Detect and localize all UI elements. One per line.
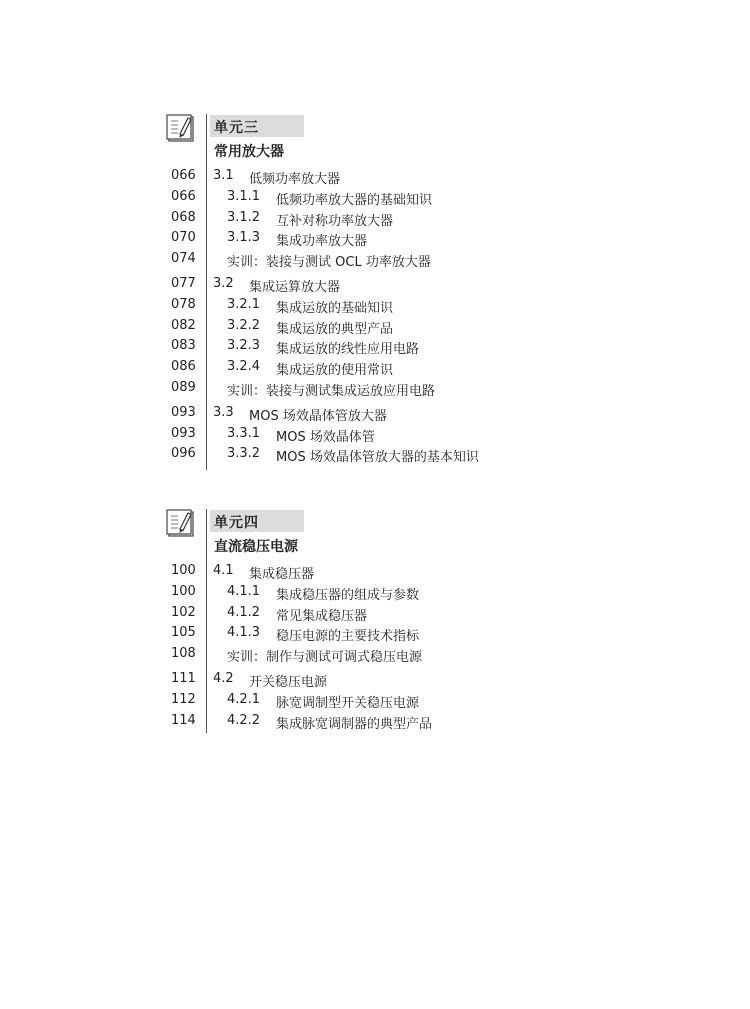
unit-title: 直流稳压电源 <box>214 539 298 555</box>
section-number: 3.3 <box>213 404 234 420</box>
page-number: 102 <box>171 604 196 620</box>
section-title: 实训：装接与测试集成运放应用电路 <box>227 384 436 399</box>
section-title: 集成运放的线性应用电路 <box>276 342 420 358</box>
page-number: 093 <box>171 404 196 420</box>
section-number: 3.3.1 <box>227 425 261 441</box>
page-number: 066 <box>171 168 196 183</box>
page-number: 070 <box>171 230 196 246</box>
section-title: 集成运算放大器 <box>249 280 341 295</box>
section-title: 实训：装接与测试 OCL 功率放大器 <box>227 255 431 271</box>
page-number: 096 <box>171 446 196 462</box>
section-title: 常见集成稳压器 <box>276 608 368 624</box>
page-number: 083 <box>171 338 196 354</box>
section-number: 3.1.3 <box>227 230 261 246</box>
section-title: 集成运放的基础知识 <box>276 300 394 316</box>
notepad-icon <box>166 114 198 144</box>
section-title: 集成稳压器的组成与参数 <box>276 587 420 603</box>
section-title: 脉宽调制型开关稳压电源 <box>276 695 420 711</box>
section-number: 4.2.2 <box>227 712 261 728</box>
page-number: 093 <box>171 425 196 441</box>
section-number: 3.1 <box>213 168 234 183</box>
section-number: 4.1 <box>213 563 234 578</box>
divider-line <box>206 114 207 470</box>
section-title: 集成功率放大器 <box>276 234 368 250</box>
section-number: 3.1.1 <box>227 188 261 204</box>
page-number: 089 <box>171 380 196 395</box>
page-number: 077 <box>171 276 196 291</box>
section-title: 集成脉宽调制器的典型产品 <box>276 716 433 732</box>
section-number: 4.1.3 <box>227 625 261 641</box>
notepad-icon <box>166 509 198 539</box>
unit-label: 单元三 <box>214 120 259 136</box>
section-title: 低频功率放大器的基础知识 <box>276 192 433 208</box>
section-title: 集成运放的典型产品 <box>276 321 394 337</box>
section-title: MOS 场效晶体管放大器的基本知识 <box>276 450 479 466</box>
section-number: 3.1.2 <box>227 209 261 225</box>
section-number: 3.3.2 <box>227 446 261 462</box>
page-number: 068 <box>171 209 196 225</box>
section-number: 3.2 <box>213 276 234 291</box>
section-number: 3.2.1 <box>227 296 261 312</box>
section-title: 互补对称功率放大器 <box>276 213 394 229</box>
section-number: 4.2 <box>213 671 234 686</box>
section-title: 集成稳压器 <box>249 567 315 582</box>
section-title: 实训：制作与测试可调式稳压电源 <box>227 650 423 666</box>
unit-label: 单元四 <box>214 515 259 531</box>
page-number: 114 <box>171 712 196 728</box>
page-number: 078 <box>171 296 196 312</box>
page-number: 100 <box>171 583 196 599</box>
section-title: 低频功率放大器 <box>249 172 341 187</box>
section-title: 开关稳压电源 <box>249 675 328 690</box>
page-number: 086 <box>171 359 196 375</box>
page-number: 066 <box>171 188 196 204</box>
section-title: MOS 场效晶体管 <box>276 429 375 445</box>
divider-line <box>206 509 207 733</box>
section-title: 稳压电源的主要技术指标 <box>276 629 420 645</box>
section-title: 集成运放的使用常识 <box>276 363 394 379</box>
section-number: 4.1.1 <box>227 583 261 599</box>
section-number: 4.2.1 <box>227 691 261 707</box>
section-title: MOS 场效晶体管放大器 <box>249 408 387 424</box>
page-number: 100 <box>171 563 196 578</box>
page-number: 082 <box>171 317 196 333</box>
page-number: 108 <box>171 646 196 662</box>
section-number: 3.2.3 <box>227 338 261 354</box>
page-number: 074 <box>171 251 196 267</box>
section-number: 3.2.4 <box>227 359 261 375</box>
section-number: 3.2.2 <box>227 317 261 333</box>
unit-title: 常用放大器 <box>214 144 284 160</box>
page-number: 111 <box>171 671 196 686</box>
section-number: 4.1.2 <box>227 604 261 620</box>
page-number: 105 <box>171 625 196 641</box>
page-number: 112 <box>171 691 196 707</box>
